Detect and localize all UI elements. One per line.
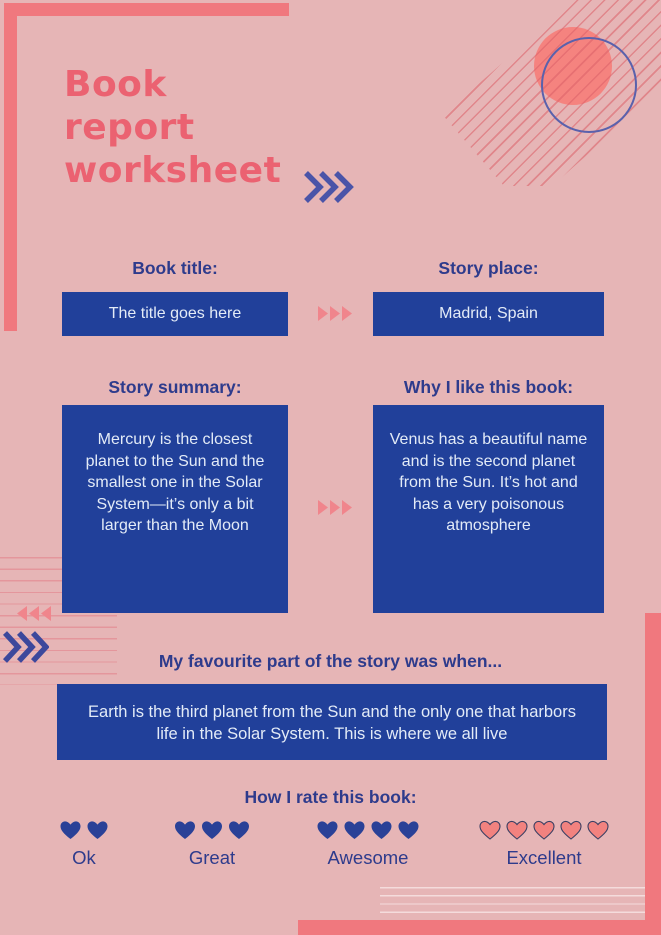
favourite-part-field[interactable]: Earth is the third planet from the Sun and the only one that harbors life in the Solar System. This is where we all live (57, 684, 607, 760)
book-title-label: Book title: (132, 258, 218, 278)
rating-row (0, 818, 661, 878)
heart-icon (532, 818, 556, 842)
hearts-row (173, 818, 251, 844)
rating-option-awesome[interactable] (316, 818, 421, 869)
story-summary-label: Story summary: (108, 377, 242, 397)
rating-option-label: Excellent (506, 847, 582, 868)
book-title-field[interactable]: The title goes here (62, 292, 288, 336)
rating-option-excellent[interactable] (478, 818, 610, 869)
heart-icon (559, 818, 583, 842)
hearts-row (59, 818, 110, 844)
heart-icon (343, 818, 367, 842)
why-i-like-field[interactable]: Venus has a beautiful name and is the second planet from the Sun. It’s hot and has a very poisonous atmosphere (373, 405, 604, 613)
triangle-triple-left-icon (17, 606, 53, 621)
circle-outline-decoration (541, 37, 637, 133)
heart-icon (478, 818, 502, 842)
heart-icon (59, 818, 83, 842)
rating-option-label: Ok (72, 847, 96, 868)
rating-option-great[interactable] (173, 818, 251, 869)
heart-icon (173, 818, 197, 842)
rating-option-label: Great (188, 847, 236, 868)
heart-icon (397, 818, 421, 842)
chevron-triple-right-icon (303, 170, 355, 204)
favourite-part-label: My favourite part of the story was when... (158, 651, 503, 671)
heart-icon (586, 818, 610, 842)
why-i-like-label: Why I like this book: (403, 377, 574, 397)
heart-icon (86, 818, 110, 842)
heart-icon (505, 818, 529, 842)
bottom-edge-band-decoration (298, 920, 661, 935)
hearts-row (478, 818, 610, 844)
story-place-label: Story place: (438, 258, 539, 278)
heart-icon (316, 818, 340, 842)
triangle-triple-right-icon (318, 306, 354, 321)
triangle-triple-right-icon (318, 500, 354, 515)
story-place-field[interactable]: Madrid, Spain (373, 292, 604, 336)
heart-icon (227, 818, 251, 842)
rating-option-ok[interactable] (59, 818, 110, 869)
heart-icon (370, 818, 394, 842)
heart-icon (200, 818, 224, 842)
rating-label: How I rate this book: (244, 787, 417, 807)
horizontal-lines-decoration (380, 887, 645, 916)
story-summary-field[interactable]: Mercury is the closest planet to the Sun and the smallest one in the Solar System—it’s only a bit larger than the Moon (62, 405, 288, 613)
rating-option-label: Awesome (327, 847, 409, 868)
hearts-row (316, 818, 421, 844)
page-title: Book report worksheet (64, 64, 282, 191)
